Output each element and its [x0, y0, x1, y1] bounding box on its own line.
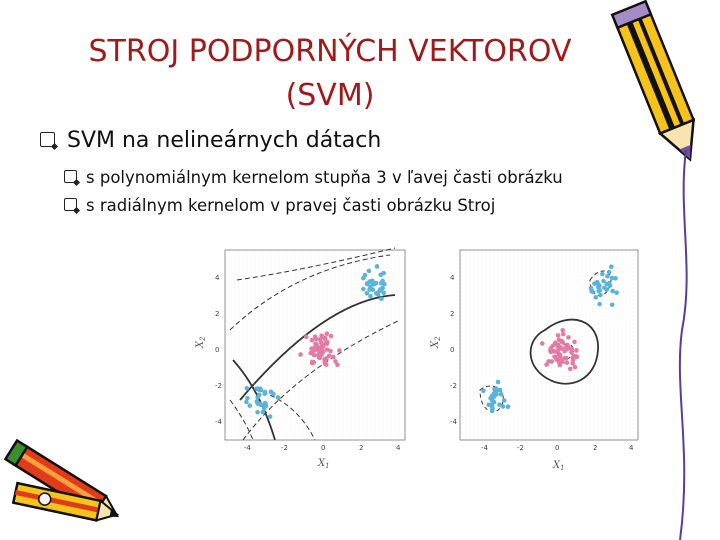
- data-point: [598, 293, 603, 298]
- data-point: [610, 289, 615, 294]
- data-point: [370, 278, 375, 283]
- data-points: [481, 264, 619, 413]
- x-axis-label: $X_1$: [318, 458, 330, 470]
- data-point: [502, 398, 507, 403]
- data-point: [361, 287, 366, 292]
- data-point: [491, 393, 496, 398]
- data-point: [361, 276, 366, 281]
- data-point: [566, 335, 571, 340]
- title-line-2: (SVM): [285, 78, 375, 113]
- data-point: [610, 276, 615, 281]
- title-line-1: STROJ PODPORNÝCH VEKTOROV: [88, 34, 572, 69]
- data-point: [499, 392, 504, 397]
- data-point: [262, 391, 267, 396]
- data-point: [570, 361, 575, 366]
- svm-radial-kernel-plot: [420, 240, 645, 475]
- y-tick-label: -4: [215, 418, 222, 426]
- data-point: [560, 328, 565, 333]
- data-point: [549, 359, 554, 364]
- data-point: [245, 386, 250, 391]
- sub-bullet-1: [64, 168, 563, 187]
- data-point: [589, 289, 594, 294]
- data-point: [609, 264, 614, 269]
- data-point: [310, 338, 315, 343]
- data-point: [313, 342, 318, 347]
- y-tick-label: 0: [450, 346, 455, 354]
- y-tick-label: 4: [450, 274, 455, 282]
- data-point: [553, 349, 558, 354]
- data-point: [553, 341, 558, 346]
- data-point: [601, 279, 606, 284]
- data-point: [602, 286, 607, 291]
- decorative-scribble-line: [674, 150, 698, 540]
- data-point: [492, 387, 497, 392]
- data-point: [607, 270, 612, 275]
- data-point: [506, 404, 511, 409]
- data-point: [496, 380, 501, 385]
- x-tick-label: -2: [517, 444, 524, 452]
- data-point: [607, 281, 612, 286]
- data-point: [325, 342, 330, 347]
- data-point: [319, 340, 324, 345]
- bullet-icon: [64, 198, 77, 211]
- x-tick-label: 2: [593, 444, 598, 452]
- data-point: [256, 387, 261, 392]
- y-axis-label: $X_2$: [195, 336, 207, 348]
- sub-bullet-2-text: s radiálnym kernelom v pravej časti obrázku Stroj: [86, 196, 496, 215]
- data-point: [314, 337, 319, 342]
- data-point: [549, 350, 554, 355]
- y-tick-label: 2: [215, 310, 220, 318]
- data-point: [261, 403, 266, 408]
- pencil-clipart-icon: [600, 0, 720, 175]
- data-point: [486, 402, 491, 407]
- x-tick-label: 0: [555, 444, 560, 452]
- x-tick-label: -2: [281, 444, 288, 452]
- data-point: [310, 360, 315, 365]
- y-tick-label: 0: [215, 346, 220, 354]
- data-point: [319, 333, 324, 338]
- data-point: [596, 289, 601, 294]
- data-point: [312, 353, 317, 358]
- data-point: [561, 332, 566, 337]
- data-point: [365, 291, 370, 296]
- data-point: [331, 355, 336, 360]
- bullet-icon: [64, 170, 77, 183]
- data-point: [497, 402, 502, 407]
- bullet-icon: [40, 132, 55, 147]
- data-point: [368, 294, 373, 299]
- data-point: [559, 339, 564, 344]
- x-tick-label: -4: [481, 444, 488, 452]
- data-point: [379, 281, 384, 286]
- data-point: [333, 359, 338, 364]
- x-tick-label: 0: [321, 444, 326, 452]
- y-tick-label: -4: [450, 418, 457, 426]
- data-point: [569, 347, 574, 352]
- data-point: [481, 389, 486, 394]
- data-point: [245, 396, 250, 401]
- data-point: [269, 389, 274, 394]
- data-point: [574, 348, 579, 353]
- data-point: [614, 290, 619, 295]
- main-bullet-text: SVM na nelineárnych dátach: [67, 128, 382, 153]
- y-tick-label: -2: [450, 382, 457, 390]
- y-tick-label: 2: [450, 310, 455, 318]
- data-point: [337, 348, 342, 353]
- data-point: [572, 340, 577, 345]
- data-point: [565, 343, 570, 348]
- data-point: [379, 296, 384, 301]
- data-point: [261, 410, 266, 415]
- data-point: [322, 359, 327, 364]
- data-point: [557, 363, 562, 368]
- data-point: [554, 357, 559, 362]
- data-point: [592, 281, 597, 286]
- pencils-clipart-icon: [0, 430, 130, 540]
- y-tick-label: 4: [215, 274, 220, 282]
- data-point: [244, 400, 249, 405]
- data-points: [244, 264, 387, 419]
- data-point: [329, 334, 334, 339]
- data-point: [268, 414, 273, 419]
- data-point: [313, 348, 318, 353]
- sub-bullet-2: [64, 196, 495, 215]
- x-tick-label: 2: [359, 444, 364, 452]
- data-point: [325, 347, 330, 352]
- data-point: [540, 341, 545, 346]
- data-point: [365, 281, 370, 286]
- data-point: [490, 406, 495, 411]
- data-point: [558, 345, 563, 350]
- main-bullet: [40, 128, 381, 153]
- decision-region-shading: [462, 252, 635, 437]
- data-point: [255, 410, 260, 415]
- data-point: [367, 269, 372, 274]
- x-tick-label: 4: [396, 444, 401, 452]
- data-point: [304, 335, 309, 340]
- data-point: [276, 395, 281, 400]
- data-point: [247, 403, 252, 408]
- data-point: [565, 360, 570, 365]
- data-point: [375, 264, 380, 269]
- data-point: [378, 287, 383, 292]
- data-point: [378, 273, 383, 278]
- data-point: [255, 395, 260, 400]
- data-point: [605, 274, 610, 279]
- x-tick-label: -4: [244, 444, 251, 452]
- y-axis-label: $X_2$: [430, 336, 442, 348]
- data-point: [368, 284, 373, 289]
- slide-title: [40, 30, 620, 118]
- y-tick-label: -2: [215, 382, 222, 390]
- x-axis-label: $X_1$: [553, 460, 565, 472]
- data-point: [568, 367, 573, 372]
- svm-polynomial-kernel-plot: [185, 240, 420, 475]
- data-point: [298, 352, 303, 357]
- x-tick-label: 4: [629, 444, 634, 452]
- data-point: [319, 352, 324, 357]
- sub-bullet-1-text: s polynomiálnym kernelom stupňa 3 v ľavej časti obrázku: [86, 168, 563, 187]
- data-point: [381, 291, 386, 296]
- data-point: [600, 272, 605, 277]
- data-point: [325, 331, 330, 336]
- data-point: [374, 291, 379, 296]
- data-point: [597, 302, 602, 307]
- data-point: [610, 302, 615, 307]
- data-point: [556, 333, 561, 338]
- data-point: [327, 353, 332, 358]
- data-point: [596, 284, 601, 289]
- data-point: [593, 295, 598, 300]
